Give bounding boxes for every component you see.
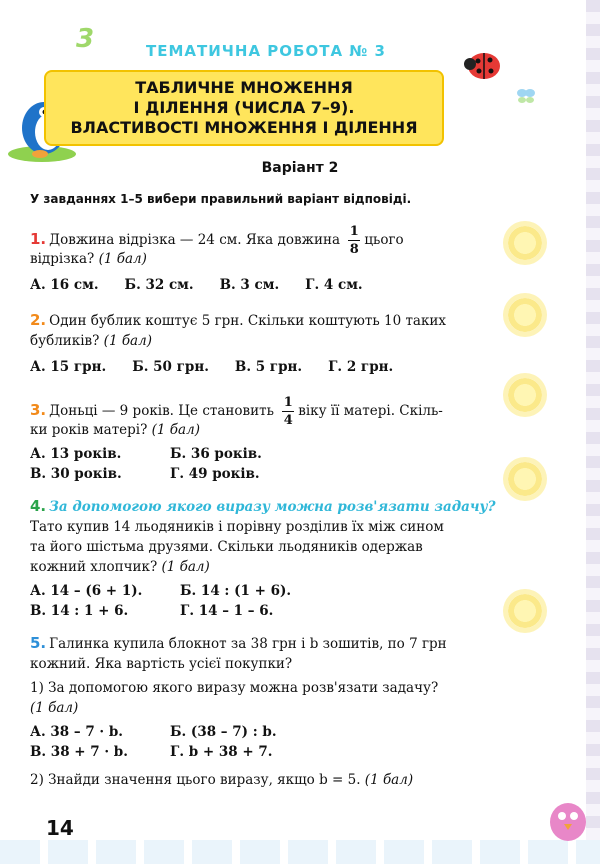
task-3 bbox=[30, 395, 500, 484]
decor-digit-top: 3 bbox=[76, 24, 95, 54]
task-5 bbox=[30, 633, 500, 790]
task-text: ки років матері? bbox=[30, 422, 148, 438]
task-text: кожний хлопчик? bbox=[30, 559, 158, 575]
butterfly-illustration bbox=[516, 86, 536, 106]
task-text: Довжина відрізка — 24 см. Яка довжина bbox=[49, 232, 341, 248]
answer-option[interactable]: Б. (38 – 7) : b. bbox=[170, 724, 277, 740]
instruction-text: У завданнях 1–5 вибери правильний варіант відповіді. bbox=[30, 192, 412, 206]
task-number: 3. bbox=[30, 401, 47, 419]
task-number: 1. bbox=[30, 230, 47, 248]
answer-option[interactable]: В. 30 років. bbox=[30, 466, 122, 482]
task-text: Тато купив 14 льодяників і порівну розділив їх між сином bbox=[30, 519, 444, 535]
answer-options bbox=[30, 444, 500, 484]
answer-option[interactable]: Б. 32 см. bbox=[124, 277, 194, 293]
task-text: відрізка? bbox=[30, 251, 95, 267]
answer-option[interactable]: Г. 14 – 1 – 6. bbox=[180, 603, 274, 619]
task-number: 4. bbox=[30, 497, 47, 515]
fraction: $\frac{1}{4}$ bbox=[283, 395, 293, 428]
answer-option[interactable]: В. 5 грн. bbox=[234, 359, 303, 375]
points-label: (1 бал) bbox=[30, 700, 79, 716]
answer-option[interactable]: А. 16 см. bbox=[30, 277, 99, 293]
subtask-1: 1) За допомогою якого виразу можна розв'язати задачу? bbox=[30, 680, 439, 696]
points-label: (1 бал) bbox=[161, 559, 210, 575]
task-text: віку її матері. Скіль- bbox=[298, 403, 443, 419]
answer-sun-marker bbox=[508, 298, 542, 332]
points-label: (1 бал) bbox=[364, 772, 414, 788]
task-text: Галинка купила блокнот за 38 грн і b зошитів, по 7 грн bbox=[49, 636, 447, 652]
ladybug-illustration bbox=[462, 48, 504, 82]
answer-sun-marker bbox=[508, 594, 542, 628]
answer-option[interactable]: Г. 49 років. bbox=[170, 466, 260, 482]
title-line-3: ВЛАСТИВОСТІ МНОЖЕННЯ І ДІЛЕННЯ bbox=[70, 118, 418, 137]
subtask-2: 2) Знайди значення цього виразу, якщо b = 5. bbox=[30, 772, 361, 788]
right-border-decoration bbox=[586, 0, 600, 864]
fraction: $\frac{1}{8}$ bbox=[349, 224, 359, 257]
task-text: та його шістьма друзями. Скільки льодяників одержав bbox=[30, 539, 423, 555]
topic-work-label: ТЕМАТИЧНА РОБОТА № 3 bbox=[145, 42, 386, 60]
answer-option[interactable]: В. 14 : 1 + 6. bbox=[30, 603, 129, 619]
task-text: цього bbox=[364, 232, 404, 248]
task-1 bbox=[30, 224, 500, 293]
points-label: (1 бал) bbox=[98, 251, 147, 267]
answer-option[interactable]: Б. 50 грн. bbox=[132, 359, 209, 375]
answer-options bbox=[30, 357, 500, 377]
answer-options bbox=[30, 581, 500, 621]
answer-option[interactable]: Г. 4 см. bbox=[305, 277, 363, 293]
task-hint: За допомогою якого виразу можна розв'язати задачу? bbox=[49, 499, 496, 515]
answer-option[interactable]: А. 13 років. bbox=[30, 446, 122, 462]
answer-option[interactable]: Б. 36 років. bbox=[170, 446, 262, 462]
points-label: (1 бал) bbox=[103, 333, 152, 349]
task-number: 5. bbox=[30, 634, 47, 652]
answer-option[interactable]: Г. b + 38 + 7. bbox=[170, 744, 273, 760]
title-line-2: І ДІЛЕННЯ (ЧИСЛА 7–9). bbox=[133, 98, 355, 117]
answer-option[interactable]: А. 38 – 7 · b. bbox=[30, 724, 123, 740]
answer-option[interactable]: Г. 2 грн. bbox=[328, 359, 394, 375]
page-number: 14 bbox=[46, 816, 74, 840]
answer-option[interactable]: А. 15 грн. bbox=[30, 359, 107, 375]
answer-sun-marker bbox=[508, 462, 542, 496]
task-text: Доньці — 9 років. Це становить bbox=[49, 403, 274, 419]
task-text: кожний. Яка вартість усієї покупки? bbox=[30, 656, 293, 672]
answer-options bbox=[30, 722, 500, 762]
title-box bbox=[44, 70, 444, 146]
task-number: 2. bbox=[30, 311, 47, 329]
bottom-border-decoration bbox=[0, 840, 600, 864]
answer-option[interactable]: В. 38 + 7 · b. bbox=[30, 744, 128, 760]
tasks-container bbox=[30, 224, 500, 802]
task-4 bbox=[30, 496, 500, 621]
points-label: (1 бал) bbox=[151, 422, 200, 438]
answer-option[interactable]: Б. 14 : (1 + 6). bbox=[180, 583, 292, 599]
task-2 bbox=[30, 310, 500, 377]
answer-options bbox=[30, 275, 500, 295]
title-line-1: ТАБЛИЧНЕ МНОЖЕННЯ bbox=[135, 78, 353, 97]
answer-option[interactable]: А. 14 – (6 + 1). bbox=[30, 583, 143, 599]
task-text: бубликів? bbox=[30, 333, 100, 349]
answer-sun-marker bbox=[508, 378, 542, 412]
answer-sun-marker bbox=[508, 226, 542, 260]
variant-heading: Варіант 2 bbox=[261, 160, 339, 176]
bird-illustration bbox=[544, 792, 590, 844]
answer-option[interactable]: В. 3 см. bbox=[219, 277, 280, 293]
task-text: Один бублик коштує 5 грн. Скільки коштують 10 таких bbox=[49, 313, 447, 329]
